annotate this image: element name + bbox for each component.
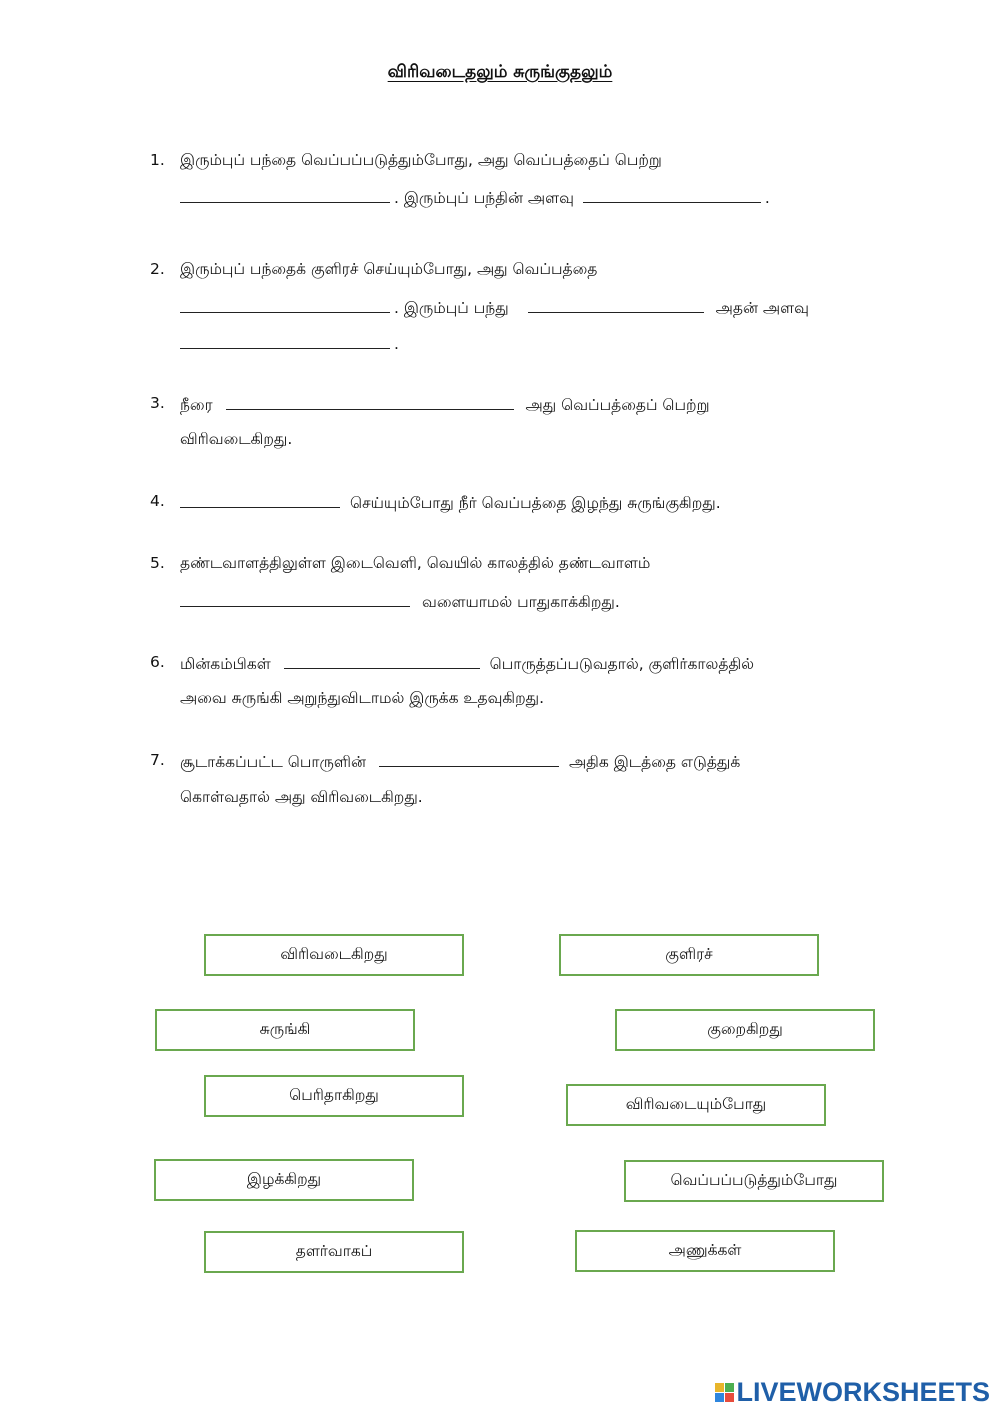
question-3-text-b: அது வெப்பத்தைப் பெற்று — [525, 396, 710, 414]
question-6-line-1 — [180, 652, 754, 674]
answer-blank-4[interactable] — [180, 491, 340, 508]
question-1-number: 1. — [150, 151, 165, 169]
question-2-number: 2. — [150, 260, 165, 278]
question-2-line-2 — [180, 296, 809, 318]
question-1-text-a: . இரும்புப் பந்தின் அளவு — [394, 189, 574, 207]
question-2-text-c: . — [394, 335, 399, 353]
question-6-text-b: பொருத்தப்படுவதால், குளிர்காலத்தில் — [489, 655, 755, 673]
answer-blank-7[interactable] — [379, 750, 559, 767]
option-box[interactable]: குளிரச் — [559, 934, 819, 976]
question-4-number: 4. — [150, 492, 165, 510]
question-6-number: 6. — [150, 653, 165, 671]
answer-blank-5[interactable] — [180, 590, 410, 607]
liveworksheets-logo — [715, 1378, 990, 1406]
option-box[interactable]: இழக்கிறது — [154, 1159, 414, 1201]
answer-blank-1b[interactable] — [583, 186, 761, 203]
option-box[interactable]: வெப்பப்படுத்தும்போது — [624, 1160, 884, 1202]
question-2-line-1: இரும்புப் பந்தைக் குளிரச் செய்யும்போது, அது வெப்பத்தை — [180, 260, 598, 278]
answer-blank-6[interactable] — [284, 652, 480, 669]
answer-blank-2b[interactable] — [528, 296, 704, 313]
option-box[interactable]: குறைகிறது — [615, 1009, 875, 1051]
liveworksheets-logo-icon — [715, 1383, 734, 1402]
question-2-text-b: அதன் அளவு — [715, 299, 809, 317]
question-1-text-b: . — [764, 189, 770, 207]
question-4-line-1 — [180, 491, 721, 513]
option-box[interactable]: சுருங்கி — [155, 1009, 415, 1051]
option-box[interactable]: பெரிதாகிறது — [204, 1075, 464, 1117]
question-2-line-3 — [180, 332, 399, 354]
question-7-text-b: அதிக இடத்தை எடுத்துக் — [568, 753, 741, 771]
question-7-text-a: சூடாக்கப்பட்ட பொருளின் — [180, 753, 366, 771]
question-6-text-a: மின்கம்பிகள் — [180, 655, 271, 673]
worksheet-title: விரிவடைதலும் சுருங்குதலும் — [387, 62, 613, 82]
question-5-line-2 — [180, 590, 620, 612]
option-box[interactable]: விரிவடைகிறது — [204, 934, 464, 976]
question-1-line-2 — [180, 186, 770, 208]
question-5-number: 5. — [150, 554, 165, 572]
question-5-text: வளையாமல் பாதுகாக்கிறது. — [422, 593, 620, 611]
question-7-number: 7. — [150, 751, 165, 769]
question-7-line-1 — [180, 750, 740, 772]
option-box[interactable]: அணுக்கள் — [575, 1230, 835, 1272]
answer-blank-3[interactable] — [226, 393, 514, 410]
question-5-line-1: தண்டவாளத்திலுள்ள இடைவெளி, வெயில் காலத்தில் தண்டவாளம் — [180, 554, 651, 572]
question-3-text-a: நீரை — [180, 396, 213, 414]
question-6-line-2: அவை சுருங்கி அறுந்துவிடாமல் இருக்க உதவுகிறது. — [180, 689, 545, 707]
question-3-line-1 — [180, 393, 710, 415]
option-box[interactable]: விரிவடையும்போது — [566, 1084, 826, 1126]
question-7-line-2: கொள்வதால் அது விரிவடைகிறது. — [180, 788, 423, 806]
option-box[interactable]: தளர்வாகப் — [204, 1231, 464, 1273]
question-2-text-a: . இரும்புப் பந்து — [394, 299, 509, 317]
answer-blank-2c[interactable] — [180, 332, 390, 349]
answer-blank-1a[interactable] — [180, 186, 390, 203]
question-4-text: செய்யும்போது நீர் வெப்பத்தை இழந்து சுருங்குகிறது. — [350, 494, 721, 512]
question-3-line-2: விரிவடைகிறது. — [180, 430, 293, 448]
brand-name: LIVEWORKSHEETS — [736, 1376, 990, 1407]
question-3-number: 3. — [150, 394, 165, 412]
question-1-line-1: இரும்புப் பந்தை வெப்பப்படுத்தும்போது, அது வெப்பத்தைப் பெற்று — [180, 151, 662, 169]
answer-blank-2a[interactable] — [180, 296, 390, 313]
